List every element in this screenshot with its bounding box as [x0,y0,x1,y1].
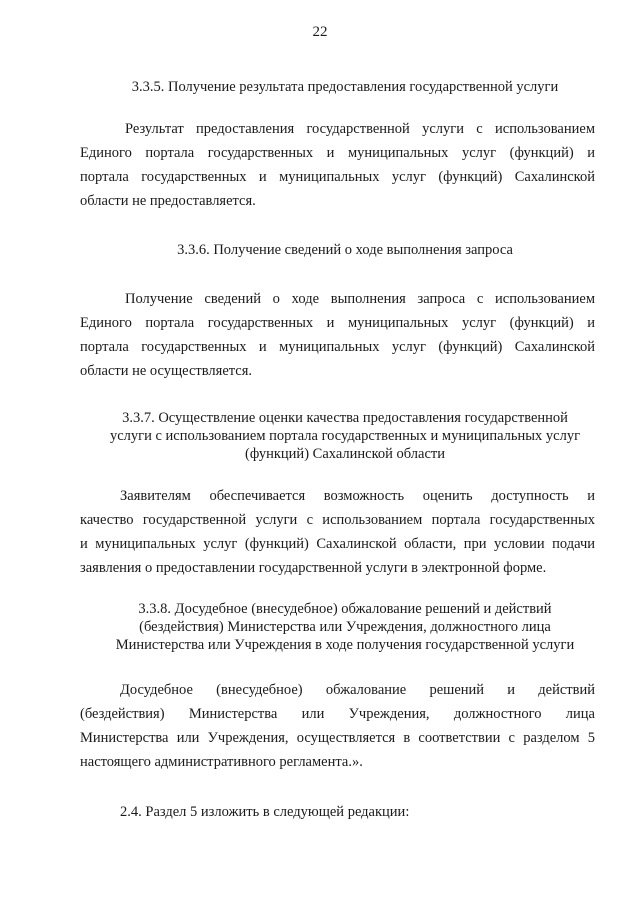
paragraph-line: Получение сведений о ходе выполнения запроса с использованием [125,291,595,307]
section-paragraph-3-3-6 [80,287,595,383]
section-paragraph-3-3-5 [80,117,595,213]
paragraph-line: области не предоставляется. [80,193,256,209]
paragraph-line: заявления о предоставлении государственной услуги в электронной форме. [80,560,547,576]
heading-line: (бездействия) Министерства или Учреждения, должностного лица [139,619,551,635]
page-number: 22 [312,24,328,40]
section-heading-3-3-7 [80,409,610,463]
section-heading-3-3-5 [80,78,610,96]
heading-line: 3.3.5. Получение результата предоставления государственной услуги [131,79,559,95]
heading-line: 3.3.6. Получение сведений о ходе выполнения запроса [177,242,513,258]
heading-line: 3.3.7. Осуществление оценки качества предоставления государственной [122,410,568,426]
section-heading-3-3-6 [80,241,610,259]
heading-line: 3.3.8. Досудебное (внесудебное) обжалование решений и действий [138,601,552,617]
paragraph-line: (бездействия) Министерства или Учреждения, должностного лица [80,706,595,722]
paragraph-line: портала государственных и муниципальных услуг (функций) Сахалинской [80,169,595,185]
paragraph-line: настоящего административного регламента.». [80,754,363,770]
closing-line: 2.4. Раздел 5 изложить в следующей редакции: [120,804,410,820]
paragraph-line: Единого портала государственных и муниципальных услуг (функций) и [80,315,595,331]
paragraph-line: и муниципальных услуг (функций) Сахалинской области, при условии подачи [80,536,595,552]
paragraph-line: Результат предоставления государственной услуги с использованием [125,121,595,137]
paragraph-line: Единого портала государственных и муниципальных услуг (функций) и [80,145,595,161]
heading-line: услуги с использованием портала государственных и муниципальных услуг [109,428,581,444]
paragraph-line: Заявителям обеспечивается возможность оценить доступность и [120,488,595,504]
section-heading-3-3-8 [80,600,610,654]
paragraph-line: качество государственной услуги с использованием портала государственных [80,512,595,528]
closing-paragraph [80,800,595,824]
paragraph-line: Досудебное (внесудебное) обжалование решений и действий [120,682,595,698]
section-paragraph-3-3-8 [80,678,595,774]
heading-line: Министерства или Учреждения в ходе получения государственной услуги [115,637,575,653]
section-paragraph-3-3-7 [80,484,595,580]
paragraph-line: области не осуществляется. [80,363,252,379]
paragraph-line: портала государственных и муниципальных услуг (функций) Сахалинской [80,339,595,355]
paragraph-line: Министерства или Учреждения, осуществляется в соответствии с разделом 5 [80,730,595,746]
heading-line: (функций) Сахалинской области [245,446,445,462]
